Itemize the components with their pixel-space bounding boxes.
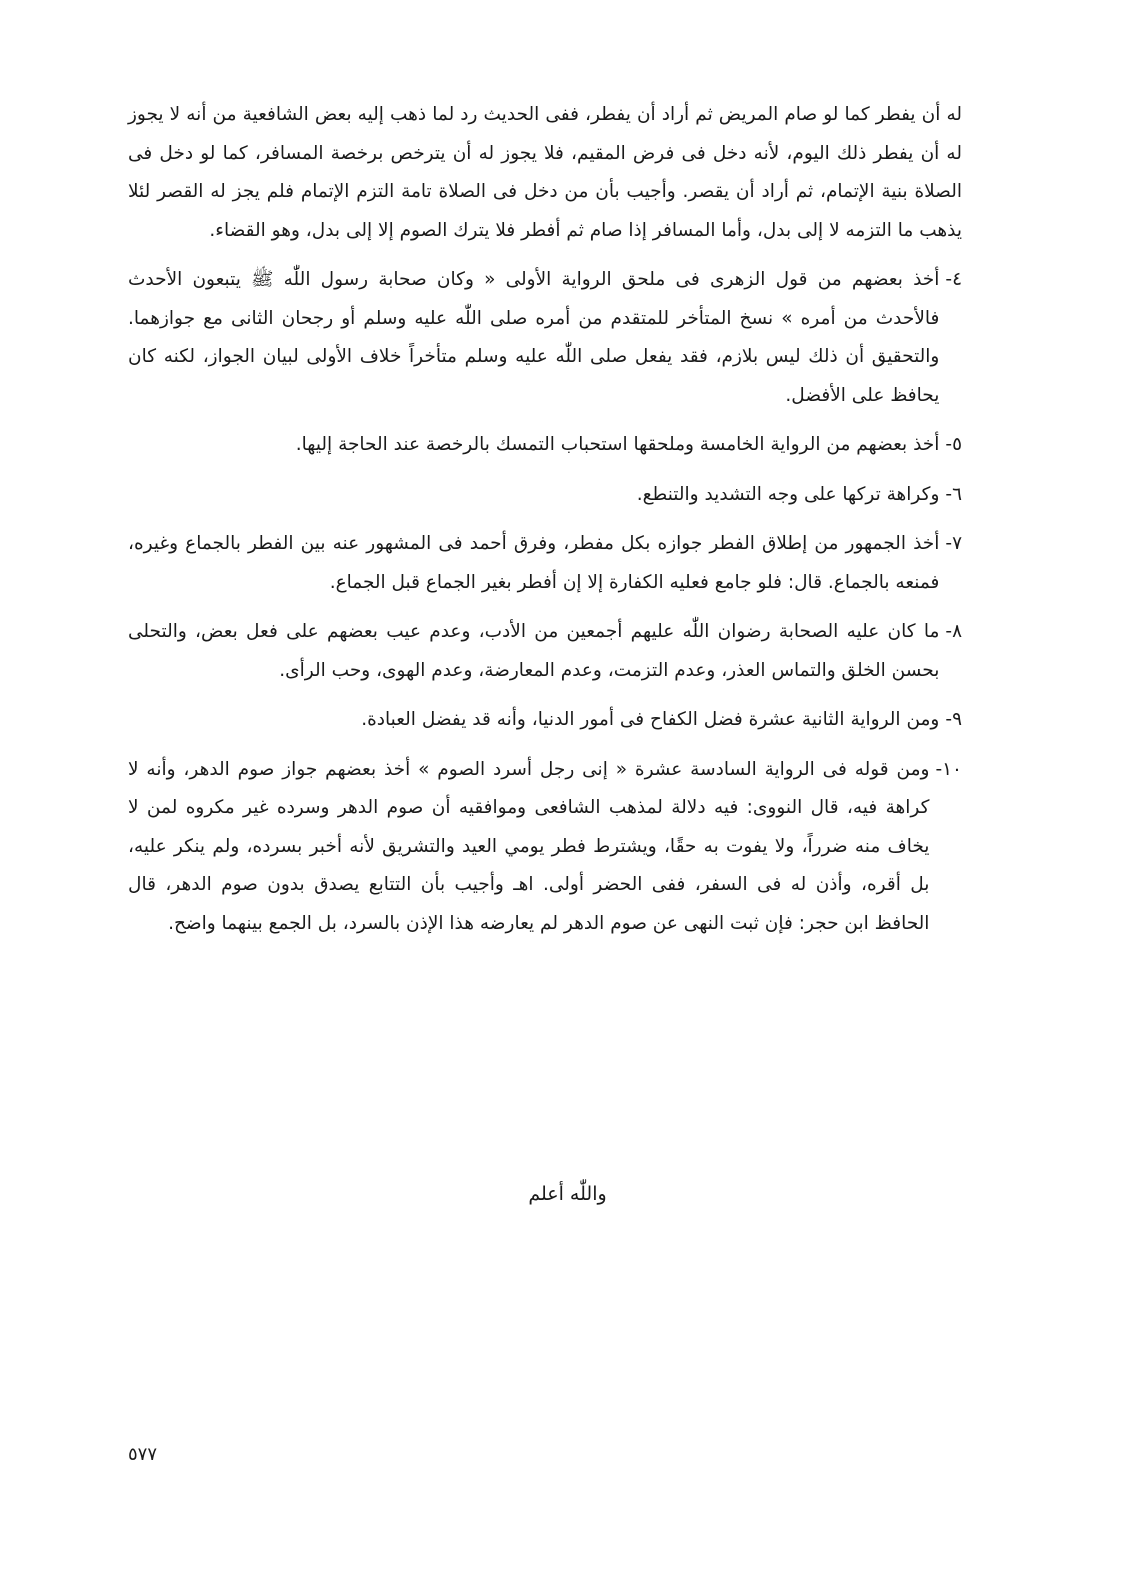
item-text: ما كان عليه الصحابة رضوان اللّٰه عليهم أجمعين من الأدب، وعدم عيب بعضهم على فعل بعض، والتحلى بحسن الخلق والتماس العذر، وعدم التزمت، وعدم المعارضة، وعدم الهوى، وحب الرأى. bbox=[128, 621, 940, 681]
item-number: ٧- bbox=[945, 533, 962, 554]
item-number: ٦- bbox=[945, 483, 962, 505]
item-text: وكراهة تركها على وجه التشديد والتنطع. bbox=[636, 483, 940, 505]
item-number: ١٠- bbox=[935, 758, 962, 780]
item-text: أخذ بعضهم من الرواية الخامسة وملحقها استحباب التمسك بالرخصة عند الحاجة إليها. bbox=[295, 434, 940, 455]
item-text: ومن الرواية الثانية عشرة فضل الكفاح فى أمور الدنيا، وأنه قد يفضل العبادة. bbox=[361, 709, 940, 730]
list-item-6 bbox=[128, 476, 962, 515]
item-number: ٩- bbox=[945, 709, 962, 730]
list-item-4 bbox=[128, 261, 962, 415]
list-item-5 bbox=[128, 426, 962, 465]
list-item-9 bbox=[128, 701, 962, 740]
item-text: أخذ الجمهور من إطلاق الفطر جوازه بكل مفطر، وفرق أحمد فى المشهور عنه بين الفطر بالجماع وغيره، فمنعه بالجماع. قال: فلو جامع فعليه الكفارة إلا إن أفطر بغير الجماع قبل الجماع. bbox=[128, 533, 940, 593]
item-text: ومن قوله فى الرواية السادسة عشرة « إنى رجل أسرد الصوم » أخذ بعضهم جواز صوم الدهر، وأنه لا كراهة فيه، قال النووى: فيه دلالة لمذهب الشافعى وموافقيه أن صوم الدهر وسرده غير مكروه لمن لا يخاف منه ضرراً، ولا يفوت به حقًا، ويشترط فطر يومي العيد والتشريق لأنه أخبر بسرده، ولم ينكر عليه، بل أقره، وأذن له فى السفر، ففى الحضر أولى. اهـ وأجيب بأن التتابع يصدق بدون صوم الدهر، قال الحافظ ابن حجر: فإن ثبت النهى عن صوم الدهر لم يعارضه هذا الإذن بالسرد، بل الجمع بينهما واضح. bbox=[128, 758, 930, 934]
page-number: ٥٧٧ bbox=[128, 1444, 158, 1465]
item-number: ٤- bbox=[945, 269, 962, 290]
list-item-8 bbox=[128, 613, 962, 690]
closing-phrase: واللّٰه أعلم bbox=[528, 1183, 607, 1205]
main-text bbox=[128, 96, 962, 954]
item-number: ٥- bbox=[945, 434, 962, 455]
item-text: أخذ بعضهم من قول الزهرى فى ملحق الرواية الأولى « وكان صحابة رسول اللّٰه ﷺ يتبعون الأحدث فالأحدث من أمره » نسخ المتأخر للمتقدم من أمره صلى اللّٰه عليه وسلم أو رجحان الثانى مع جوازهما. والتحقيق أن ذلك ليس بلازم، فقد يفعل صلى اللّٰه عليه وسلم متأخراً خلاف الأولى لبيان الجواز، لكنه كان يحافظ على الأفضل. bbox=[128, 269, 940, 406]
list-item-10 bbox=[128, 751, 962, 944]
item-number: ٨- bbox=[945, 621, 962, 642]
continuation-paragraph: له أن يفطر كما لو صام المريض ثم أراد أن يفطر، ففى الحديث رد لما ذهب إليه بعض الشافعية من أنه لا يجوز له أن يفطر ذلك اليوم، لأنه دخل فى فرض المقيم، فلا يجوز له أن يترخص برخصة المسافر، كما لو دخل فى الصلاة بنية الإتمام، ثم أراد أن يقصر. وأجيب بأن من دخل فى الصلاة تامة التزم الإتمام فلم يجز له القصر لئلا يذهب ما التزمه لا إلى بدل، وأما المسافر إذا صام ثم أفطر فلا يترك الصوم إلا إلى بدل، وهو القضاء. bbox=[128, 104, 962, 241]
list-item-7 bbox=[128, 525, 962, 602]
